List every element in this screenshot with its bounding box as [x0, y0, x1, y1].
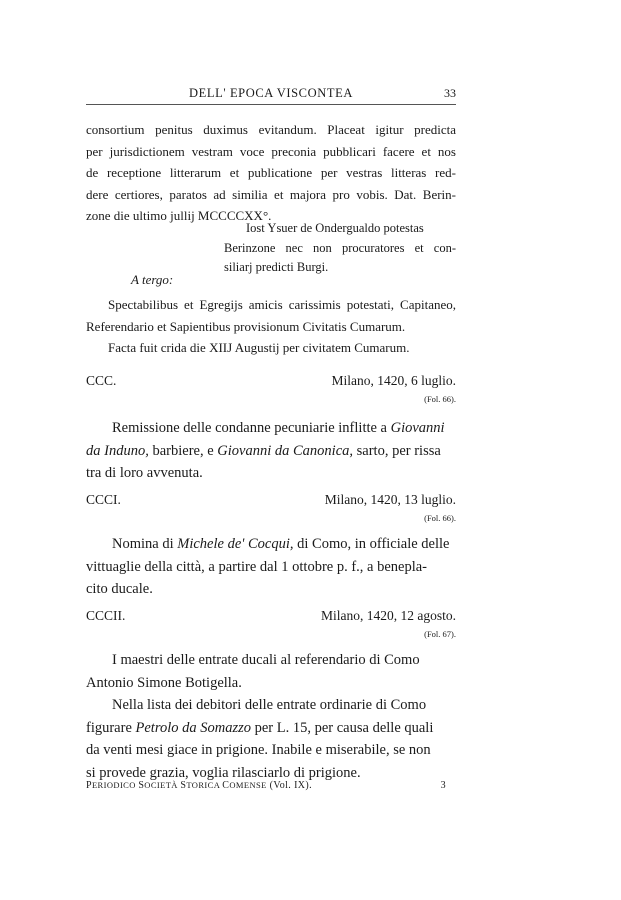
folio-reference: (Fol. 66).: [424, 394, 456, 404]
journal-title: PERIODICO SOCIETÀ STORICA COMENSE (Vol. IX).: [86, 780, 313, 791]
entry-summary: [86, 417, 456, 485]
person-name: Petrolo da Somazzo: [135, 719, 251, 736]
text-line: dere certiores, paratos ad similia et majora pro vobis. Dat. Berin-: [86, 186, 456, 202]
sheet-signature: 3: [440, 780, 446, 791]
person-name: Giovanni da Canonica,: [217, 442, 354, 459]
entry-date: Milano, 1420, 12 agosto.: [321, 608, 456, 623]
header-rule: [86, 104, 456, 105]
entry-date: Milano, 1420, 13 luglio.: [324, 492, 456, 507]
letter-closing: [86, 119, 456, 227]
text-run: per L. 15, per causa delle quali: [250, 719, 434, 736]
text-line: Referendario et Sapientibus provisionum Civitatis Cumarum.: [86, 318, 406, 334]
text-line: de receptione litterarum et publicatione per vestras litteras red-: [86, 165, 456, 180]
folio-reference: (Fol. 66).: [424, 513, 456, 523]
entry-number: CCCI.: [86, 492, 121, 507]
text-run: di Como, in officiale delle: [293, 536, 450, 552]
text-run: Nomina di: [112, 536, 178, 552]
person-name: Michele de' Cocqui,: [177, 536, 294, 552]
crida-line: [86, 337, 456, 359]
text-line: Antonio Simone Botigella.: [86, 674, 242, 691]
entry-date: Milano, 1420, 6 luglio.: [331, 373, 456, 388]
text-line: consortium penitus duximus evitandum. Placeat igitur predicta: [86, 122, 456, 137]
text-run: barbiere, e: [148, 442, 218, 459]
signature-line: Berinzone nec non procuratores et con-: [224, 240, 456, 255]
text-line: zone die ultimo jullij MCCCCXX°.: [86, 208, 272, 223]
text-line: I maestri delle entrate ducali al referendario di Como: [112, 652, 420, 668]
text-line: Nella lista dei debitori delle entrate ordinarie di Como: [112, 697, 427, 713]
running-title: DELL' EPOCA VISCONTEA: [189, 86, 353, 100]
text-run: Remissione delle condanne pecuniarie inflitte a: [112, 420, 391, 436]
signature-block: [224, 219, 456, 278]
address-block: [86, 294, 456, 337]
text-run: sarto, per rissa: [353, 442, 441, 459]
text-line: per jurisdictionem vestram voce preconia pubblicari facere et nos: [86, 143, 456, 159]
person-name: Giovanni: [390, 420, 445, 436]
page-number: 33: [444, 86, 456, 100]
entry-summary: [86, 533, 456, 601]
signature-line: Iost Ysuer de Ondergualdo potestas: [246, 221, 424, 235]
entry-number: CCCII.: [86, 608, 126, 623]
text-line: Spectabilibus et Egregijs amicis carissimis potestati, Capitaneo,: [108, 297, 456, 312]
text-line: Facta fuit crida die XIIJ Augustij per civitatem Cumarum.: [108, 340, 410, 355]
tergo-label: A tergo:: [131, 272, 174, 287]
text-line: cito ducale.: [86, 581, 153, 597]
entry-heading: [86, 373, 456, 393]
text-line: vittuaglie della città, a partire dal 1 ottobre p. f., a benepla-: [86, 558, 428, 575]
text-line: tra di loro avvenuta.: [86, 465, 203, 481]
running-header: [86, 86, 456, 104]
entry-number: CCC.: [86, 373, 117, 388]
text-run: figurare: [86, 719, 136, 736]
folio-reference: (Fol. 67).: [424, 629, 456, 639]
person-name: da Induno,: [86, 442, 149, 459]
text-line: da venti mesi giace in prigione. Inabile e miserabile, se non: [86, 742, 431, 758]
signature-line: siliarj predicti Burgi.: [224, 260, 329, 274]
entry-heading: [86, 492, 456, 512]
entry-summary: [86, 649, 456, 784]
entry-heading: [86, 608, 456, 628]
text-line: si provede grazia, voglia rilasciarlo di prigione.: [86, 764, 361, 781]
